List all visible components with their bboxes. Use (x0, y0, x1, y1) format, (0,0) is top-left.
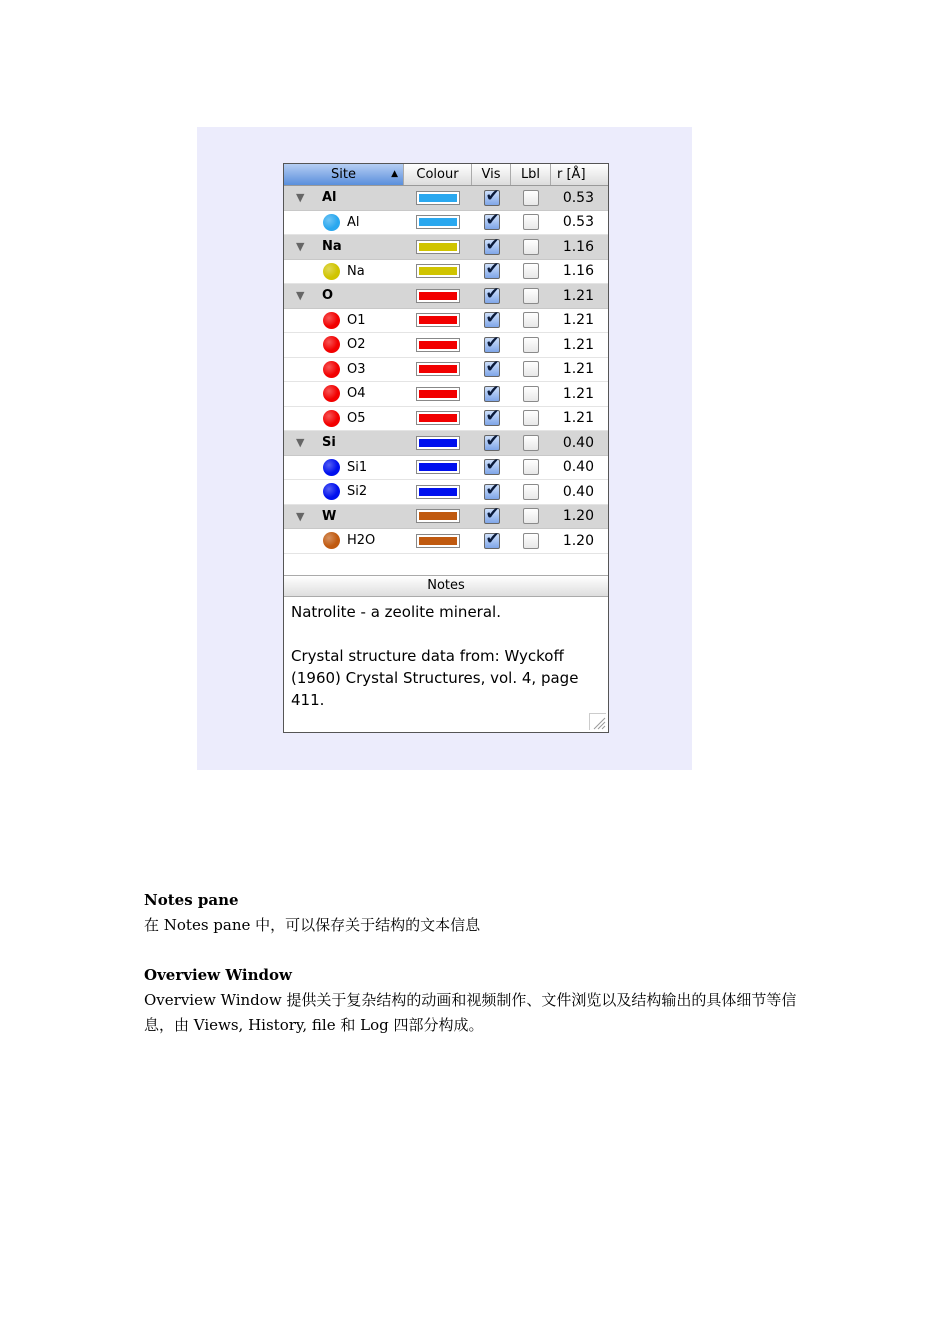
label-checkbox[interactable] (523, 533, 539, 549)
colour-swatch[interactable] (416, 338, 460, 352)
label-checkbox[interactable] (523, 435, 539, 451)
colour-cell (404, 431, 472, 455)
site-row[interactable] (284, 211, 608, 236)
vis-cell (472, 284, 511, 308)
label-checkbox[interactable] (523, 386, 539, 402)
vis-header-label: Vis (481, 167, 501, 182)
lbl-cell (511, 431, 551, 455)
colour-cell (404, 284, 472, 308)
site-row[interactable] (284, 358, 608, 383)
lbl-cell (511, 456, 551, 480)
group-name: Na (322, 239, 342, 255)
atom-sphere-icon (323, 263, 340, 280)
lbl-cell (511, 382, 551, 406)
group-name: O (322, 288, 334, 304)
atom-sphere-icon (323, 483, 340, 500)
vis-cell (472, 529, 511, 553)
colour-swatch[interactable] (416, 191, 460, 205)
vis-cell (472, 358, 511, 382)
label-checkbox[interactable] (523, 190, 539, 206)
site-cell (284, 284, 404, 308)
vis-cell (472, 480, 511, 504)
label-checkbox[interactable] (523, 239, 539, 255)
overview-window-description: Overview Window 提供关于复杂结构的动画和视频制作、文件浏览以及结构输出的具体细节等信息，由 Views, History, file 和 Log 四部分构成。 (144, 991, 797, 1034)
radius-value[interactable]: 1.16 (562, 238, 594, 255)
notes-header: Notes (284, 575, 608, 597)
disclosure-triangle-icon[interactable]: ▼ (296, 436, 305, 450)
atom-sphere-icon (323, 410, 340, 427)
disclosure-triangle-icon[interactable]: ▼ (296, 509, 305, 523)
visibility-checkbox[interactable] (484, 533, 500, 549)
site-row[interactable] (284, 382, 608, 407)
colour-cell (404, 211, 472, 235)
atom-sphere-icon (323, 336, 340, 353)
label-checkbox[interactable] (523, 288, 539, 304)
site-cell (284, 211, 404, 235)
radius-value[interactable]: 1.21 (562, 336, 594, 353)
site-row[interactable] (284, 309, 608, 334)
atom-sphere-icon (323, 385, 340, 402)
site-cell (284, 431, 404, 455)
visibility-checkbox[interactable] (484, 239, 500, 255)
label-checkbox[interactable] (523, 484, 539, 500)
colour-cell (404, 333, 472, 357)
label-checkbox[interactable] (523, 508, 539, 524)
vis-cell (472, 186, 511, 210)
site-name: H2O (347, 533, 376, 549)
site-name: Si2 (347, 484, 368, 500)
colour-header-label: Colour (416, 167, 459, 182)
lbl-cell (511, 529, 551, 553)
site-name: O4 (347, 386, 366, 402)
lbl-cell (511, 309, 551, 333)
vis-cell (472, 431, 511, 455)
colour-swatch[interactable] (416, 264, 460, 278)
site-name: O3 (347, 361, 366, 377)
radius-value[interactable]: 1.20 (562, 532, 594, 549)
site-name: Na (347, 263, 365, 279)
radius-value[interactable]: 1.21 (562, 385, 594, 402)
label-checkbox[interactable] (523, 361, 539, 377)
lbl-cell (511, 358, 551, 382)
site-name: Si1 (347, 459, 368, 475)
vis-cell (472, 260, 511, 284)
site-row[interactable] (284, 456, 608, 481)
site-cell (284, 480, 404, 504)
colour-cell (404, 382, 472, 406)
site-column-header[interactable] (284, 164, 404, 185)
disclosure-triangle-icon[interactable]: ▼ (296, 240, 305, 254)
vis-cell (472, 235, 511, 259)
radius-value[interactable]: 1.16 (562, 263, 594, 280)
lbl-cell (511, 333, 551, 357)
notes-textarea[interactable]: Natrolite - a zeolite mineral. Crystal structure data from: Wyckoff (1960) Crystal Structures, vol. 4, page 411. (291, 603, 579, 709)
radius-value[interactable]: 0.40 (562, 434, 594, 451)
site-row[interactable] (284, 333, 608, 358)
lbl-cell (511, 186, 551, 210)
colour-swatch[interactable] (416, 289, 460, 303)
colour-swatch[interactable] (416, 436, 460, 450)
atom-sphere-icon (323, 532, 340, 549)
colour-cell (404, 407, 472, 431)
visibility-checkbox[interactable] (484, 190, 500, 206)
group-row[interactable] (284, 284, 608, 309)
colour-cell (404, 480, 472, 504)
atom-sphere-icon (323, 459, 340, 476)
radius-value[interactable]: 0.40 (562, 459, 594, 476)
site-cell (284, 456, 404, 480)
overview-window-heading: Overview Window (144, 966, 292, 984)
group-name: Al (322, 190, 337, 206)
radius-value[interactable]: 1.21 (562, 287, 594, 304)
site-cell (284, 382, 404, 406)
site-row[interactable] (284, 407, 608, 432)
colour-swatch[interactable] (416, 215, 460, 229)
radius-value[interactable]: 0.40 (562, 483, 594, 500)
site-panel (283, 163, 609, 733)
group-row[interactable] (284, 505, 608, 530)
colour-cell (404, 235, 472, 259)
site-cell (284, 529, 404, 553)
site-cell (284, 358, 404, 382)
group-row[interactable] (284, 431, 608, 456)
radius-value[interactable]: 1.21 (562, 361, 594, 378)
atom-sphere-icon (323, 361, 340, 378)
visibility-checkbox[interactable] (484, 508, 500, 524)
notes-pane-description: 在 Notes pane 中，可以保存关于结构的文本信息 (144, 916, 481, 934)
resize-grip-icon[interactable] (589, 713, 606, 730)
visibility-checkbox[interactable] (484, 337, 500, 353)
radius-value[interactable]: 0.53 (562, 189, 594, 206)
site-name: O1 (347, 312, 366, 328)
visibility-checkbox[interactable] (484, 484, 500, 500)
colour-column-header[interactable] (404, 164, 472, 185)
atom-sphere-icon (323, 312, 340, 329)
radius-value[interactable]: 1.21 (562, 312, 594, 329)
colour-swatch[interactable] (416, 485, 460, 499)
label-checkbox[interactable] (523, 312, 539, 328)
screenshot-figure (197, 127, 692, 770)
site-cell (284, 309, 404, 333)
label-checkbox[interactable] (523, 459, 539, 475)
visibility-checkbox[interactable] (484, 263, 500, 279)
colour-swatch[interactable] (416, 534, 460, 548)
site-cell (284, 235, 404, 259)
site-name: O5 (347, 410, 366, 426)
colour-cell (404, 260, 472, 284)
site-cell (284, 333, 404, 357)
site-header-label: Site (331, 167, 356, 182)
lbl-cell (511, 284, 551, 308)
visibility-checkbox[interactable] (484, 386, 500, 402)
lbl-cell (511, 211, 551, 235)
colour-cell (404, 505, 472, 529)
group-row[interactable] (284, 235, 608, 260)
table-header (284, 164, 608, 186)
notes-pane-heading: Notes pane (144, 891, 239, 909)
vis-column-header[interactable] (472, 164, 511, 185)
lbl-cell (511, 407, 551, 431)
site-row[interactable] (284, 480, 608, 505)
vis-cell (472, 211, 511, 235)
lbl-header-label: Lbl (520, 167, 541, 182)
site-cell (284, 260, 404, 284)
visibility-checkbox[interactable] (484, 214, 500, 230)
disclosure-triangle-icon[interactable]: ▼ (296, 289, 305, 303)
radius-value[interactable]: 1.21 (562, 410, 594, 427)
site-cell (284, 407, 404, 431)
lbl-column-header[interactable] (511, 164, 551, 185)
disclosure-triangle-icon[interactable]: ▼ (296, 191, 305, 205)
site-row[interactable] (284, 260, 608, 285)
vis-cell (472, 407, 511, 431)
visibility-checkbox[interactable] (484, 435, 500, 451)
lbl-cell (511, 505, 551, 529)
group-row[interactable] (284, 186, 608, 211)
group-name: W (322, 508, 337, 524)
site-cell (284, 505, 404, 529)
group-name: Si (322, 435, 336, 451)
vis-cell (472, 456, 511, 480)
vis-cell (472, 309, 511, 333)
colour-swatch[interactable] (416, 362, 460, 376)
visibility-checkbox[interactable] (484, 361, 500, 377)
label-checkbox[interactable] (523, 263, 539, 279)
vis-cell (472, 333, 511, 357)
radius-value[interactable]: 0.53 (562, 214, 594, 231)
colour-cell (404, 358, 472, 382)
colour-swatch[interactable] (416, 313, 460, 327)
colour-swatch[interactable] (416, 509, 460, 523)
label-checkbox[interactable] (523, 410, 539, 426)
label-checkbox[interactable] (523, 214, 539, 230)
site-table-body (284, 186, 608, 554)
visibility-checkbox[interactable] (484, 312, 500, 328)
visibility-checkbox[interactable] (484, 410, 500, 426)
colour-cell (404, 456, 472, 480)
colour-swatch[interactable] (416, 387, 460, 401)
colour-cell (404, 529, 472, 553)
lbl-cell (511, 480, 551, 504)
site-name: O2 (347, 337, 366, 353)
sort-ascending-icon: ▲ (391, 169, 398, 179)
colour-swatch[interactable] (416, 460, 460, 474)
radius-value[interactable]: 1.20 (562, 508, 594, 525)
radius-column-header[interactable] (551, 164, 608, 185)
visibility-checkbox[interactable] (484, 288, 500, 304)
colour-cell (404, 186, 472, 210)
vis-cell (472, 382, 511, 406)
visibility-checkbox[interactable] (484, 459, 500, 475)
lbl-cell (511, 260, 551, 284)
vis-cell (472, 505, 511, 529)
site-cell (284, 186, 404, 210)
site-row[interactable] (284, 529, 608, 554)
atom-sphere-icon (323, 214, 340, 231)
colour-swatch[interactable] (416, 411, 460, 425)
radius-header-label: r [Å] (557, 167, 586, 182)
colour-swatch[interactable] (416, 240, 460, 254)
site-name: Al (347, 214, 360, 230)
lbl-cell (511, 235, 551, 259)
colour-cell (404, 309, 472, 333)
label-checkbox[interactable] (523, 337, 539, 353)
